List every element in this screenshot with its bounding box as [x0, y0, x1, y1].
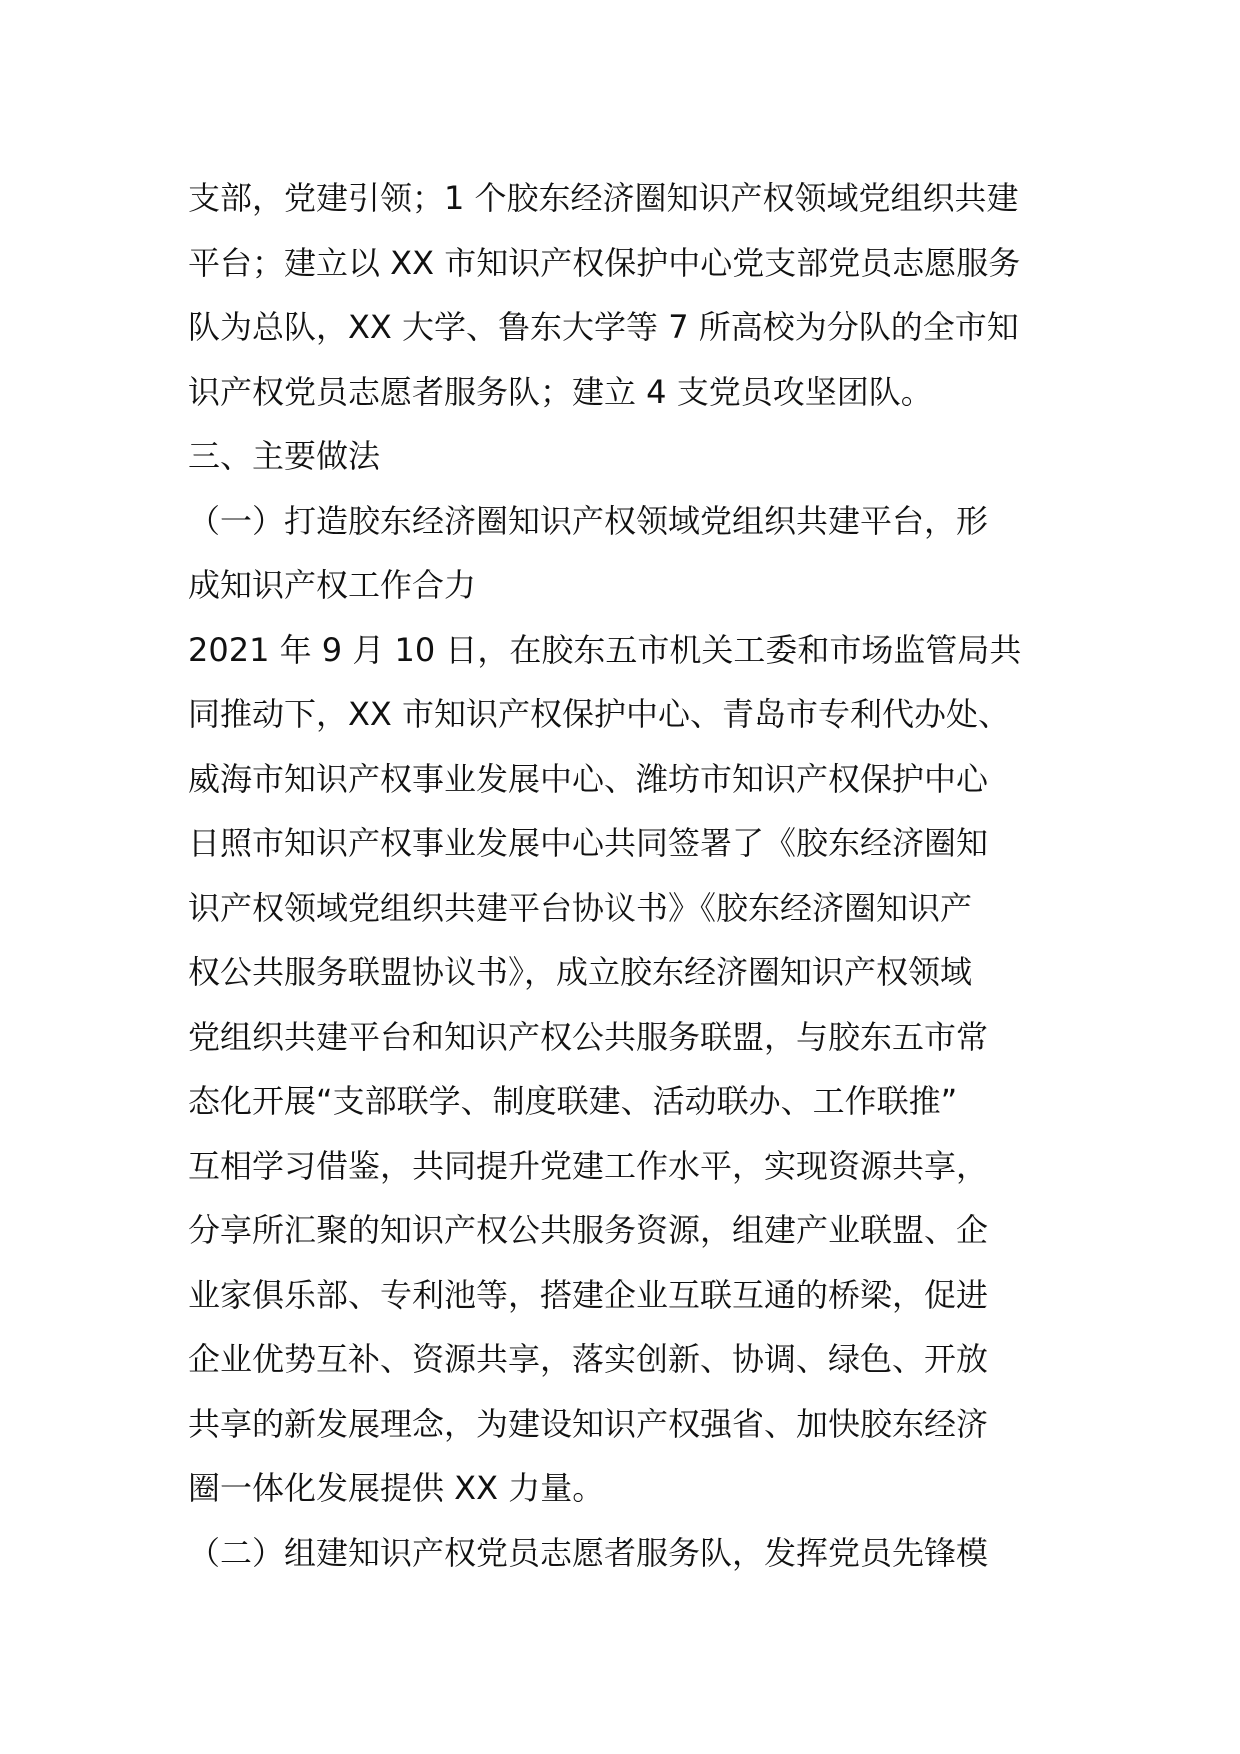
paragraph-line: 威海市知识产权事业发展中心、潍坊市知识产权保护中心	[188, 759, 989, 798]
paragraph-line: 党组织共建平台和知识产权公共服务联盟，与胶东五市常	[188, 1017, 989, 1056]
subsection-heading-line: （二）组建知识产权党员志愿者服务队，发挥党员先锋模	[188, 1533, 989, 1572]
paragraph-line: 业家俱乐部、专利池等，搭建企业互联互通的桥梁，促进	[188, 1275, 989, 1314]
paragraph-line: 队为总队，XX 大学、鲁东大学等 7 所高校为分队的全市知	[188, 308, 1019, 346]
paragraph-line: 互相学习借鉴，共同提升党建工作水平，实现资源共享，	[188, 1146, 989, 1185]
document-body	[188, 166, 1058, 1585]
subsection-heading-line: 成知识产权工作合力	[188, 566, 477, 604]
paragraph-line: 态化开展“支部联学、制度联建、活动联办、工作联推”	[188, 1082, 958, 1120]
paragraph-line: 分享所汇聚的知识产权公共服务资源，组建产业联盟、企	[188, 1211, 989, 1249]
paragraph-line: 日照市知识产权事业发展中心共同签署了《胶东经济圈知	[188, 824, 989, 862]
paragraph-line: 圈一体化发展提供 XX 力量。	[188, 1469, 605, 1507]
paragraph-line: 共享的新发展理念，为建设知识产权强省、加快胶东经济	[188, 1404, 989, 1443]
section-heading: 三、主要做法	[188, 437, 381, 475]
paragraph-line: 支部，党建引领；1 个胶东经济圈知识产权领域党组织共建	[188, 179, 1019, 217]
paragraph-line: 同推动下，XX 市知识产权保护中心、青岛市专利代办处、	[188, 695, 1011, 733]
paragraph-line: 平台；建立以 XX 市知识产权保护中心党支部党员志愿服务	[188, 243, 1021, 282]
paragraph-line: 权公共服务联盟协议书》，成立胶东经济圈知识产权领域	[188, 953, 973, 991]
paragraph-line: 识产权领域党组织共建平台协议书》《胶东经济圈知识产	[188, 888, 973, 927]
paragraph-line: 2021 年 9 月 10 日，在胶东五市机关工委和市场监管局共	[188, 630, 1022, 669]
paragraph-line: 企业优势互补、资源共享，落实创新、协调、绿色、开放	[188, 1340, 989, 1378]
subsection-heading-line: （一）打造胶东经济圈知识产权领域党组织共建平台，形	[188, 501, 989, 540]
paragraph-line: 识产权党员志愿者服务队；建立 4 支党员攻坚团队。	[188, 372, 933, 411]
